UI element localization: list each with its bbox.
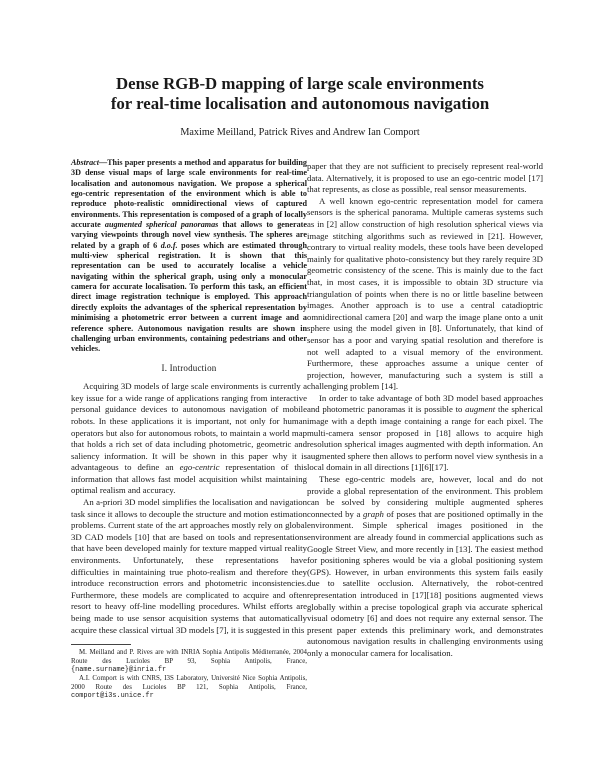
- intro-paragraph-1: [71, 381, 307, 497]
- intro-p1-text-a: Acquiring 3D models of large scale environments is currently a key issue for a wide range of applications ranging from interactive personal guidance devices to autonomous navigation of mobile robots. In these applications it is important, not only for human operators but also for autonomous robots, to maintain a world map that holds a rich set of data including photometric, geometric and saliency information. It will be shown in this paper why it is advantageous to define an: [71, 381, 307, 473]
- right-paragraph-3: [307, 393, 543, 474]
- abstract: [71, 158, 307, 355]
- footnote-1-text: M. Meilland and P. Rives are with INRIA Sophia Antipolis Méditerranée, 2004 Route des Lucioles BP 93, Sophia Antipolis, France,: [71, 649, 307, 665]
- right-paragraph-1: paper that they are not sufficient to precisely represent real-world data. Alternatively, it is proposed to use an ego-centric model [17] that represents, as close as possible, real sensor measurements.: [307, 161, 543, 195]
- footnote-divider: [71, 644, 131, 645]
- footnote-2-email: comport@i3s.unice.fr: [71, 692, 154, 701]
- intro-p1-emph: ego-centric: [179, 462, 220, 473]
- right-paragraph-4: [307, 474, 543, 660]
- right-p4-text-b: of poses that are positioned optimally in the environment. Simple spherical images positioned in the environment are already found in commercial applications such as Google Street View, and more recently in [13]. The easiest method for positioning spheres would be via a global positioning system (GPS). However, in urban environments this system fails easily due to satellite occlusion. Alternatively, the robot-centred representation introduced in [17][18] positions augmented views globally within a precise topological graph via accurate spherical visual odometry [6] and does not require any external sensor. The present paper extends this preliminary work, and demonstrates autonomous navigation results in challenging environments using only a monocular camera for localisation.: [307, 508, 543, 658]
- abstract-lead: Abstract: [71, 158, 99, 167]
- abstract-text-2: that allows to generate varying viewpoints through novel view synthesis. The spheres are related by a graph of 6: [71, 220, 307, 250]
- right-p4-emph: graph: [363, 508, 384, 519]
- right-p3-emph: augment: [465, 404, 496, 415]
- abstract-text-3: poses which are estimated through multi-view spherical registration. It is shown that this representation can be used to accurately localise a vehicle navigating within the spherical graph, using only a monocular camera for accurate localisation. To perform this task, an efficient direct image registration technique is employed. This approach directly exploits the advantages of the spherical representation by minimising a photometric error between a current image and a reference sphere. Autonomous navigation results are shown in challenging urban environments, containing pedestrians and other vehicles.: [71, 240, 307, 354]
- right-paragraph-2: A well known ego-centric representation model for camera sensors is the spherical panorama. Multiple cameras systems such as in [2] allow construction of high resolution spherical views via image stitching algorithms such as reviewed in [21]. However, contrary to virtual reality models, these tools have been developed mainly for qualitative photo-consistency but they rarely require 3D geometric consistency of the scene. This is mainly due to the fact that, in most cases, it is impossible to obtain 3D structure via triangulation of points when there is no or little baseline between images. Another approach is to use a central catadioptric omnidirectional camera [20] and warp the image plane onto a unit sphere using the model given in [8]. Unfortunately, that kind of sensor has a poor and varying spatial resolution and therefore is not well adapted to a visual memory of the environment. Furthermore, these approaches assume a unique center of projection, however, manufacturing such a system is still a challenging problem [14].: [307, 195, 543, 392]
- abstract-dash: —: [99, 158, 108, 167]
- intro-paragraph-2: An a-priori 3D model simplifies the localisation and navigation task since it allows to decouple the structure and motion estimation problems. Current state of the art approaches mostly rely on global 3D CAD models [10] that are based on tools and representations that have been developed mainly for texture mapped virtual reality environments. Unfortunately, these representations have difficulties in maintaining true photo-realism and therefore they introduce reconstruction errors and photometric inconsistencies. Furthermore, these models are complicated to acquire and often resort to heavy off-line modelling procedures. Whilst efforts are being made to use sensor acquisition systems that automatically acquire these classical virtual 3D models [7], it is suggested in this: [71, 497, 307, 635]
- right-p3-text-a: In order to take advantage of both 3D model based approaches and photometric panoramas it is possible to: [307, 392, 543, 415]
- title-line-1: Dense RGB-D mapping of large scale environments: [116, 74, 484, 93]
- footnote-2: [71, 675, 307, 701]
- left-column: [71, 158, 307, 701]
- footnote-1-email: {name.surname}@inria.fr: [71, 666, 167, 675]
- abstract-text-1: This paper presents a method and apparatus for building 3D dense visual maps of large scale environments for real-time localisation and autonomous navigation. We propose a spherical ego-centric representation of the environment which is able to reproduce photo-realistic omnidirectional views of captured environments. This representation is composed of a graph of locally accurate: [71, 158, 307, 230]
- footnote-2-text: A.I. Comport is with CNRS, I3S Laboratory, Université Nice Sophia Antipolis, 2000 Route des Lucioles BP 121, Sophia Antipolis, France,: [71, 674, 307, 691]
- title-line-2: for real-time localisation and autonomous navigation: [110, 94, 490, 113]
- author-list: Maxime Meilland, Patrick Rives and Andrew Ian Comport: [180, 127, 420, 138]
- footnote-1: [71, 649, 307, 675]
- abstract-emph-2: d.o.f.: [160, 240, 178, 250]
- right-column: [307, 161, 543, 660]
- section-heading-introduction: I. Introduction: [161, 362, 217, 373]
- right-p3-text-b: the spherical image with a depth image containing a range for each pixel. The multi-camera sensor proposed in [18] allows to acquire high resolution spherical images augmented with depth information. An augmented sphere then allows to perform novel view synthesis in a local domain in all directions [1][6][17].: [307, 404, 543, 473]
- intro-p1-text-b: representation of this information that allows fast model acquisition whilst maintaining optimal realism and accuracy.: [71, 462, 307, 496]
- right-p4-text-a: These ego-centric models are, however, local and do not provide a global representation of the environment. This problem can be solved by considering multiple augmented spheres connected by a: [307, 474, 543, 519]
- abstract-emph-1: augmented spherical panoramas: [104, 220, 219, 230]
- paper-title: [60, 74, 540, 114]
